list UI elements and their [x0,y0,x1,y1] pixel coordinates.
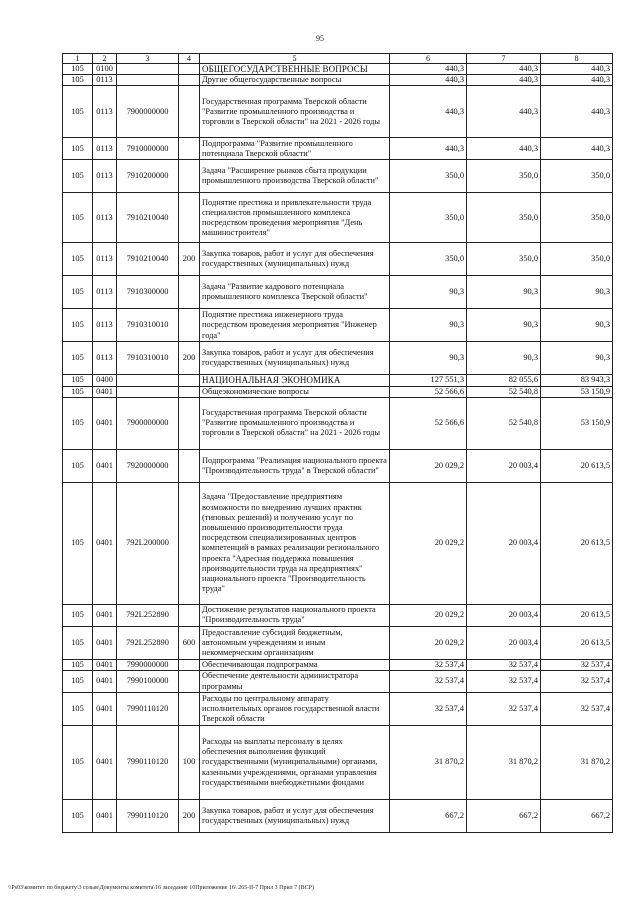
expense-type-cell [179,693,200,726]
target-article-cell: 792L200000 [117,482,179,604]
table-row [63,64,613,75]
admin-code-cell: 105 [63,375,93,386]
section-code-cell: 0401 [93,800,117,833]
description-cell: Другие общегосударственные вопросы [200,75,390,86]
amount-2025-cell: 32 537,4 [541,659,613,670]
amount-2023-cell: 127 551,3 [390,375,467,386]
table-row [63,397,613,449]
description-cell: Закупка товаров, работ и услуг для обеспечения государственных (муниципальных) нужд [200,800,390,833]
section-code-cell: 0113 [93,86,117,138]
target-article-cell: 7990100000 [117,671,179,693]
table-row [63,75,613,86]
amount-2025-cell: 90,3 [541,276,613,309]
amount-2024-cell: 90,3 [467,276,541,309]
amount-2024-cell: 440,3 [467,75,541,86]
amount-2023-cell: 350,0 [390,160,467,193]
admin-code-cell: 105 [63,671,93,693]
column-number-row [63,54,613,64]
admin-code-cell: 105 [63,160,93,193]
target-article-cell: 7990110120 [117,726,179,800]
expense-type-cell [179,671,200,693]
amount-2023-cell: 440,3 [390,75,467,86]
expense-type-cell [179,659,200,670]
amount-2024-cell: 667,2 [467,800,541,833]
target-article-cell: 7910300000 [117,276,179,309]
admin-code-cell: 105 [63,193,93,243]
description-cell: Общеэкономические вопросы [200,386,390,397]
amount-2024-cell: 440,3 [467,64,541,75]
description-cell: Закупка товаров, работ и услуг для обеспечения государственных (муниципальных) нужд [200,342,390,375]
target-article-cell [117,386,179,397]
amount-2024-cell: 20 003,4 [467,449,541,482]
file-path-footer: \\Ps03\комитет по бюджету\3 созыв\Документы комитета\16 заседание 10Приложение 16\ 265-II-7 Прил 3 Прил 7 (ВСР) [8,885,314,891]
amount-2025-cell: 31 870,2 [541,726,613,800]
amount-2023-cell: 90,3 [390,276,467,309]
admin-code-cell: 105 [63,604,93,626]
amount-2024-cell: 350,0 [467,243,541,276]
admin-code-cell: 105 [63,482,93,604]
expense-type-cell: 600 [179,626,200,659]
amount-2023-cell: 20 029,2 [390,449,467,482]
column-number: 4 [179,54,200,64]
description-cell: Государственная программа Тверской области "Развитие промышленного производства и торговли в Тверской области" на 2021 - 2026 годы [200,397,390,449]
amount-2023-cell: 32 537,4 [390,671,467,693]
amount-2023-cell: 20 029,2 [390,626,467,659]
amount-2023-cell: 20 029,2 [390,482,467,604]
table-row [63,193,613,243]
section-code-cell: 0113 [93,193,117,243]
amount-2024-cell: 82 055,6 [467,375,541,386]
target-article-cell [117,64,179,75]
target-article-cell: 7990000000 [117,659,179,670]
target-article-cell: 792L252890 [117,604,179,626]
description-cell: НАЦИОНАЛЬНАЯ ЭКОНОМИКА [200,375,390,386]
description-cell: Поднятие престижа и привлекательности труда специалистов промышленного комплекса посредством проведения мероприятия "День машиностроителя" [200,193,390,243]
target-article-cell: 7910310010 [117,309,179,342]
expense-type-cell [179,160,200,193]
table-row [63,800,613,833]
target-article-cell: 7910200000 [117,160,179,193]
amount-2025-cell: 350,0 [541,193,613,243]
section-code-cell: 0401 [93,726,117,800]
amount-2025-cell: 20 613,5 [541,482,613,604]
amount-2025-cell: 53 150,9 [541,386,613,397]
table-row [63,243,613,276]
description-cell: Подпрограмма "Развитие промышленного потенциала Тверской области" [200,138,390,160]
admin-code-cell: 105 [63,276,93,309]
target-article-cell: 7990110120 [117,693,179,726]
target-article-cell: 7900000000 [117,397,179,449]
amount-2025-cell: 32 537,4 [541,693,613,726]
page-number: 95 [316,34,324,43]
section-code-cell: 0113 [93,160,117,193]
admin-code-cell: 105 [63,75,93,86]
expense-type-cell [179,604,200,626]
amount-2025-cell: 440,3 [541,86,613,138]
section-code-cell: 0400 [93,375,117,386]
amount-2023-cell: 90,3 [390,309,467,342]
amount-2025-cell: 667,2 [541,800,613,833]
description-cell: Поднятие престижа инженерного труда посредством проведения мероприятия "Инженер года" [200,309,390,342]
amount-2023-cell: 31 870,2 [390,726,467,800]
description-cell: Задача "Развитие кадрового потенциала промышленного комплекса Тверской области" [200,276,390,309]
section-code-cell: 0401 [93,626,117,659]
amount-2025-cell: 350,0 [541,160,613,193]
target-article-cell: 7910310010 [117,342,179,375]
amount-2024-cell: 52 540,8 [467,386,541,397]
section-code-cell: 0113 [93,309,117,342]
amount-2024-cell: 20 003,4 [467,482,541,604]
expense-type-cell [179,397,200,449]
amount-2024-cell: 20 003,4 [467,604,541,626]
description-cell: Обеспечение деятельности администратора программы [200,671,390,693]
expense-type-cell [179,193,200,243]
amount-2024-cell: 90,3 [467,309,541,342]
table-row [63,342,613,375]
expense-type-cell [179,64,200,75]
description-cell: Задача "Предоставление предприятиям возможности по внедрению лучших практик (типовых решений) и получению услуг по повышению производительности труда посредством специализированных центров компетенций в рамках реализации регионального проекта "Адресная поддержка повышения производительности труда на предприятиях" национального проекта "Производительность труда" [200,482,390,604]
expense-type-cell [179,86,200,138]
section-code-cell: 0401 [93,659,117,670]
expense-type-cell [179,386,200,397]
admin-code-cell: 105 [63,309,93,342]
section-code-cell: 0401 [93,449,117,482]
section-code-cell: 0113 [93,342,117,375]
amount-2023-cell: 32 537,4 [390,693,467,726]
table-row [63,482,613,604]
section-code-cell: 0401 [93,671,117,693]
section-code-cell: 0401 [93,386,117,397]
expense-type-cell [179,75,200,86]
description-cell: Государственная программа Тверской области "Развитие промышленного производства и торговли в Тверской области" на 2021 - 2026 годы [200,86,390,138]
amount-2025-cell: 440,3 [541,75,613,86]
amount-2024-cell: 32 537,4 [467,693,541,726]
admin-code-cell: 105 [63,243,93,276]
target-article-cell [117,375,179,386]
admin-code-cell: 105 [63,449,93,482]
column-number: 6 [390,54,467,64]
column-number: 7 [467,54,541,64]
column-number: 3 [117,54,179,64]
amount-2025-cell: 53 150,9 [541,397,613,449]
section-code-cell: 0113 [93,276,117,309]
expense-type-cell [179,276,200,309]
amount-2023-cell: 440,3 [390,86,467,138]
description-cell: Обеспечивающая подпрограмма [200,659,390,670]
budget-table [62,53,613,833]
target-article-cell: 7900000000 [117,86,179,138]
section-code-cell: 0113 [93,75,117,86]
amount-2023-cell: 440,3 [390,64,467,75]
expense-type-cell [179,309,200,342]
amount-2024-cell: 90,3 [467,342,541,375]
description-cell: Предоставление субсидий бюджетным, автономным учреждениям и иным некоммерческим организациям [200,626,390,659]
description-cell: Задача "Расширение рынков сбыта продукции промышленного производства Тверской области" [200,160,390,193]
table-row [63,693,613,726]
amount-2025-cell: 20 613,5 [541,449,613,482]
column-number: 1 [63,54,93,64]
table-row [63,276,613,309]
amount-2023-cell: 20 029,2 [390,604,467,626]
target-article-cell: 7910000000 [117,138,179,160]
expense-type-cell [179,138,200,160]
table-row [63,726,613,800]
section-code-cell: 0401 [93,482,117,604]
target-article-cell: 7990110120 [117,800,179,833]
amount-2025-cell: 440,3 [541,138,613,160]
expense-type-cell: 200 [179,243,200,276]
amount-2023-cell: 52 566,6 [390,386,467,397]
admin-code-cell: 105 [63,726,93,800]
description-cell: Подпрограмма "Реализация национального проекта "Производительность труда" в Тверской области" [200,449,390,482]
amount-2024-cell: 440,3 [467,138,541,160]
expense-type-cell: 200 [179,342,200,375]
amount-2023-cell: 52 566,6 [390,397,467,449]
target-article-cell: 7910210040 [117,243,179,276]
description-cell: Расходы по центральному аппарату исполнительных органов государственной власти Тверской области [200,693,390,726]
expense-type-cell: 200 [179,800,200,833]
amount-2024-cell: 350,0 [467,193,541,243]
amount-2025-cell: 20 613,5 [541,626,613,659]
amount-2025-cell: 90,3 [541,309,613,342]
admin-code-cell: 105 [63,342,93,375]
column-number: 5 [200,54,390,64]
description-cell: Расходы на выплаты персоналу в целях обеспечения выполнения функций государственными (муниципальными) органами, казенными учреждениями, органами управления государственными внебюджетными фондами [200,726,390,800]
section-code-cell: 0113 [93,138,117,160]
amount-2023-cell: 32 537,4 [390,659,467,670]
expense-type-cell [179,482,200,604]
admin-code-cell: 105 [63,86,93,138]
section-code-cell: 0401 [93,397,117,449]
amount-2025-cell: 440,3 [541,64,613,75]
amount-2024-cell: 32 537,4 [467,659,541,670]
description-cell: Достижение результатов национального проекта "Производительность труда" [200,604,390,626]
amount-2024-cell: 52 540,8 [467,397,541,449]
expense-type-cell [179,375,200,386]
amount-2024-cell: 32 537,4 [467,671,541,693]
amount-2025-cell: 83 943,3 [541,375,613,386]
admin-code-cell: 105 [63,626,93,659]
target-article-cell: 7920000000 [117,449,179,482]
amount-2024-cell: 20 003,4 [467,626,541,659]
amount-2023-cell: 350,0 [390,243,467,276]
table-row [63,160,613,193]
table-row [63,375,613,386]
amount-2025-cell: 32 537,4 [541,671,613,693]
expense-type-cell [179,449,200,482]
column-number: 2 [93,54,117,64]
amount-2024-cell: 31 870,2 [467,726,541,800]
table-row [63,86,613,138]
section-code-cell: 0401 [93,604,117,626]
admin-code-cell: 105 [63,64,93,75]
admin-code-cell: 105 [63,659,93,670]
description-cell: ОБЩЕГОСУДАРСТВЕННЫЕ ВОПРОСЫ [200,64,390,75]
admin-code-cell: 105 [63,397,93,449]
amount-2023-cell: 440,3 [390,138,467,160]
target-article-cell [117,75,179,86]
table-row [63,449,613,482]
amount-2024-cell: 350,0 [467,160,541,193]
amount-2024-cell: 440,3 [467,86,541,138]
column-number: 8 [541,54,613,64]
amount-2025-cell: 20 613,5 [541,604,613,626]
description-cell: Закупка товаров, работ и услуг для обеспечения государственных (муниципальных) нужд [200,243,390,276]
admin-code-cell: 105 [63,386,93,397]
table-row [63,671,613,693]
section-code-cell: 0100 [93,64,117,75]
admin-code-cell: 105 [63,693,93,726]
table-row [63,604,613,626]
amount-2023-cell: 350,0 [390,193,467,243]
table-row [63,309,613,342]
admin-code-cell: 105 [63,138,93,160]
admin-code-cell: 105 [63,800,93,833]
amount-2025-cell: 90,3 [541,342,613,375]
amount-2025-cell: 350,0 [541,243,613,276]
table-row [63,626,613,659]
table-row [63,659,613,670]
table-row [63,386,613,397]
target-article-cell: 7910210040 [117,193,179,243]
target-article-cell: 792L252890 [117,626,179,659]
amount-2023-cell: 667,2 [390,800,467,833]
table-row [63,138,613,160]
amount-2023-cell: 90,3 [390,342,467,375]
section-code-cell: 0113 [93,243,117,276]
section-code-cell: 0401 [93,693,117,726]
expense-type-cell: 100 [179,726,200,800]
